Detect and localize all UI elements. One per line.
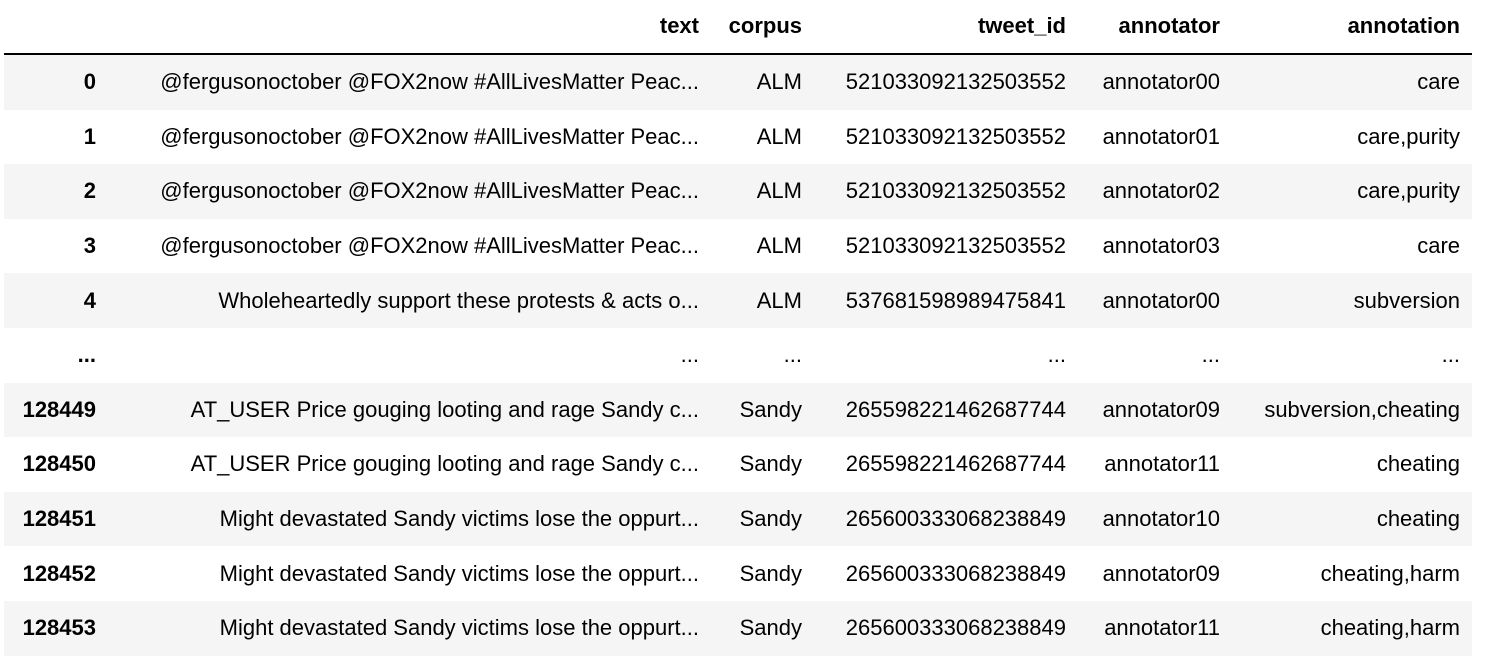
header-text: text — [108, 0, 711, 54]
cell-tweet-id: 265598221462687744 — [845, 396, 1066, 422]
row-index: 128449 — [22, 396, 96, 422]
cell-corpus: Sandy — [739, 451, 802, 477]
table-row — [4, 273, 1472, 328]
cell-corpus: ALM — [756, 69, 802, 95]
cell-annotator: annotator09 — [1102, 396, 1220, 422]
header-annotator: annotator — [1078, 0, 1232, 54]
row-index: 1 — [83, 123, 96, 149]
cell-corpus: Sandy — [739, 396, 802, 422]
cell-annotation: care — [1417, 69, 1460, 95]
cell-annotation: cheating — [1376, 506, 1460, 532]
cell-annotation: cheating — [1376, 451, 1460, 477]
cell-text: Might devastated Sandy victims lose the oppurt... — [219, 506, 699, 532]
cell-text: Wholeheartedly support these protests & acts o... — [218, 287, 699, 313]
cell-tweet-id: ... — [1047, 342, 1066, 368]
table-row — [4, 601, 1472, 656]
cell-text: @fergusonoctober @FOX2now #AllLivesMatter Peac... — [160, 233, 699, 259]
cell-annotation: care,purity — [1357, 123, 1460, 149]
row-index: 4 — [83, 287, 96, 313]
cell-text: AT_USER Price gouging looting and rage Sandy c... — [190, 396, 699, 422]
header-tweet-id: tweet_id — [814, 0, 1078, 54]
cell-tweet-id: 521033092132503552 — [845, 233, 1066, 259]
row-index: 128451 — [22, 506, 96, 532]
cell-annotation: cheating,harm — [1320, 615, 1460, 641]
cell-text: @fergusonoctober @FOX2now #AllLivesMatter Peac... — [160, 69, 699, 95]
header-row — [4, 0, 1472, 54]
cell-annotation: ... — [1441, 342, 1460, 368]
dataframe-output — [4, 0, 1472, 656]
row-index: 2 — [83, 178, 96, 204]
cell-text: @fergusonoctober @FOX2now #AllLivesMatter Peac... — [160, 178, 699, 204]
table-body — [4, 54, 1472, 656]
row-index: 128450 — [22, 451, 96, 477]
row-index: 128453 — [22, 615, 96, 641]
row-index: 128452 — [22, 560, 96, 586]
cell-corpus: ALM — [756, 287, 802, 313]
table-row — [4, 328, 1472, 383]
cell-annotator: annotator10 — [1102, 506, 1220, 532]
cell-corpus: ALM — [756, 123, 802, 149]
cell-tweet-id: 521033092132503552 — [845, 69, 1066, 95]
cell-annotator: annotator01 — [1102, 123, 1220, 149]
table-row — [4, 546, 1472, 601]
cell-tweet-id: 265600333068238849 — [845, 506, 1066, 532]
table-row — [4, 164, 1472, 219]
cell-annotation: subversion,cheating — [1264, 396, 1460, 422]
table-row — [4, 219, 1472, 274]
cell-corpus: Sandy — [739, 506, 802, 532]
cell-annotator: annotator11 — [1104, 615, 1220, 641]
table-row — [4, 383, 1472, 438]
cell-corpus: Sandy — [739, 615, 802, 641]
cell-tweet-id: 521033092132503552 — [845, 123, 1066, 149]
cell-tweet-id: 265600333068238849 — [845, 560, 1066, 586]
table-header — [4, 0, 1472, 54]
table-row — [4, 110, 1472, 165]
cell-annotator: annotator09 — [1102, 560, 1220, 586]
row-index: ... — [77, 342, 96, 368]
cell-text: @fergusonoctober @FOX2now #AllLivesMatter Peac... — [160, 123, 699, 149]
cell-annotator: annotator00 — [1102, 69, 1220, 95]
cell-tweet-id: 537681598989475841 — [845, 287, 1066, 313]
cell-text: AT_USER Price gouging looting and rage Sandy c... — [190, 451, 699, 477]
cell-annotation: care,purity — [1357, 178, 1460, 204]
table-row — [4, 54, 1472, 110]
cell-annotation: care — [1417, 233, 1460, 259]
cell-corpus: Sandy — [739, 560, 802, 586]
header-corpus: corpus — [711, 0, 814, 54]
cell-annotator: annotator00 — [1102, 287, 1220, 313]
cell-corpus: ALM — [756, 178, 802, 204]
dataframe-table — [4, 0, 1472, 656]
cell-corpus: ... — [783, 342, 802, 368]
row-index: 3 — [83, 233, 96, 259]
cell-tweet-id: 265598221462687744 — [845, 451, 1066, 477]
cell-tweet-id: 265600333068238849 — [845, 615, 1066, 641]
cell-annotator: ... — [1201, 342, 1220, 368]
cell-text: ... — [680, 342, 699, 368]
cell-text: Might devastated Sandy victims lose the oppurt... — [219, 560, 699, 586]
row-index: 0 — [83, 69, 96, 95]
cell-annotator: annotator02 — [1102, 178, 1220, 204]
cell-text: Might devastated Sandy victims lose the oppurt... — [219, 615, 699, 641]
header-annotation: annotation — [1232, 0, 1472, 54]
cell-tweet-id: 521033092132503552 — [845, 178, 1066, 204]
cell-corpus: ALM — [756, 233, 802, 259]
header-index — [4, 0, 108, 54]
cell-annotator: annotator03 — [1102, 233, 1220, 259]
cell-annotator: annotator11 — [1104, 451, 1220, 477]
table-row — [4, 437, 1472, 492]
table-row — [4, 492, 1472, 547]
cell-annotation: cheating,harm — [1320, 560, 1460, 586]
cell-annotation: subversion — [1353, 287, 1460, 313]
